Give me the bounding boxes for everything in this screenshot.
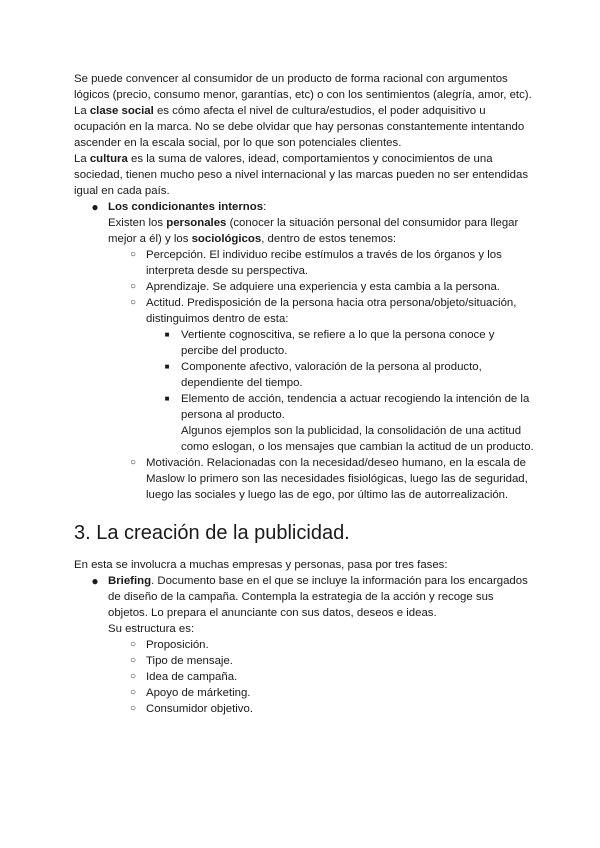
internos-description: Existen los personales (conocer la situación personal del consumidor para llegar mejor a él) y los sociológicos, dentro de estos tenemos:: [108, 217, 519, 245]
structure-item: ○ Idea de campaña.: [74, 669, 534, 685]
circle-bullet-icon: ○: [129, 281, 137, 292]
structure-item: ○ Consumidor objetivo.: [74, 701, 534, 717]
briefing-term: Briefing: [108, 575, 152, 587]
list-item: ○ Motivación. Relacionadas con la necesidad/deseo humano, en la escala de Maslow lo primero son las necesidades fisiológicas, luego las de seguridad, luego las sociales y luego las de ego, por último las de autorrealización.: [74, 455, 534, 503]
clase-social-paragraph: La clase social es cómo afecta el nivel de cultura/estudios, el poder adquisitivo u ocupación en la marca. No se debe olvidar que hay personas constantemente intentando ascender en la escala social, por lo que son potenciales clientes.: [74, 105, 525, 149]
list-item: ○ Aprendizaje. Se adquiere una experiencia y esta cambia a la persona.: [74, 279, 534, 295]
section-heading: 3. La creación de la publicidad.: [74, 522, 350, 544]
circle-bullet-icon: ○: [129, 249, 137, 260]
bullet-icon: ●: [91, 200, 99, 214]
internos-title: Los condicionantes internos: [108, 201, 264, 213]
square-bullet-icon: ■: [164, 362, 170, 371]
actitud-item: ■ Elemento de acción, tendencia a actuar recogiendo la intención de la persona al producto.: [74, 391, 534, 423]
briefing-list-item: ● Briefing. Documento base en el que se incluye la información para los encargados de diseño de la campaña. Contempla la estrategia de la acción y recoge sus objetos. Lo prepara el anunciante con sus datos, deseos e ideas.: [74, 573, 534, 621]
intro-paragraph: Se puede convencer al consumidor de un producto de forma racional con argumentos lógicos (precio, consumo menor, garantías, etc) o con los sentimientos (alegría, amor, etc).: [74, 73, 532, 101]
section-intro: En esta se involucra a muchas empresas y personas, pasa por tres fases:: [74, 559, 448, 571]
structure-label: Su estructura es:: [108, 623, 195, 635]
actitud-note: Algunos ejemplos son la publicidad, la consolidación de una actitud como eslogan, o los mensajes que cambian la actitud de un producto.: [181, 425, 534, 453]
structure-item: ○ Proposición.: [74, 637, 534, 653]
structure-item: ○ Apoyo de márketing.: [74, 685, 534, 701]
structure-item: ○ Tipo de mensaje.: [74, 653, 534, 669]
circle-bullet-icon: ○: [129, 639, 137, 650]
actitud-item: ■ Componente afectivo, valoración de la persona al producto, dependiente del tiempo.: [74, 359, 534, 391]
cultura-term: cultura: [89, 153, 128, 165]
square-bullet-icon: ■: [164, 330, 170, 339]
actitud-item: ■ Vertiente cognoscitiva, se refiere a lo que la persona conoce y percibe del producto.: [74, 327, 534, 359]
clase-social-term: clase social: [89, 105, 154, 117]
sociologicos-term: sociológicos: [191, 233, 262, 245]
circle-bullet-icon: ○: [129, 457, 137, 468]
bullet-icon: ●: [91, 574, 99, 588]
circle-bullet-icon: ○: [129, 297, 137, 308]
personales-term: personales: [166, 217, 227, 229]
internos-list-item: ● Los condicionantes internos:: [74, 199, 534, 215]
document-body: [74, 71, 534, 717]
list-item: ○ Percepción. El individuo recibe estímulos a través de los órganos y los interpreta desde su perspectiva.: [74, 247, 534, 279]
list-item: ○ Actitud. Predisposición de la persona hacia otra persona/objeto/situación, distinguimos dentro de esta:: [74, 295, 534, 327]
circle-bullet-icon: ○: [129, 671, 137, 682]
circle-bullet-icon: ○: [129, 703, 137, 714]
circle-bullet-icon: ○: [129, 687, 137, 698]
square-bullet-icon: ■: [164, 394, 170, 403]
circle-bullet-icon: ○: [129, 655, 137, 666]
cultura-paragraph: La cultura es la suma de valores, idead, comportamientos y conocimientos de una sociedad, tienen mucho peso a nivel internacional y las marcas pueden no ser entendidas igual en cada país.: [74, 153, 529, 197]
